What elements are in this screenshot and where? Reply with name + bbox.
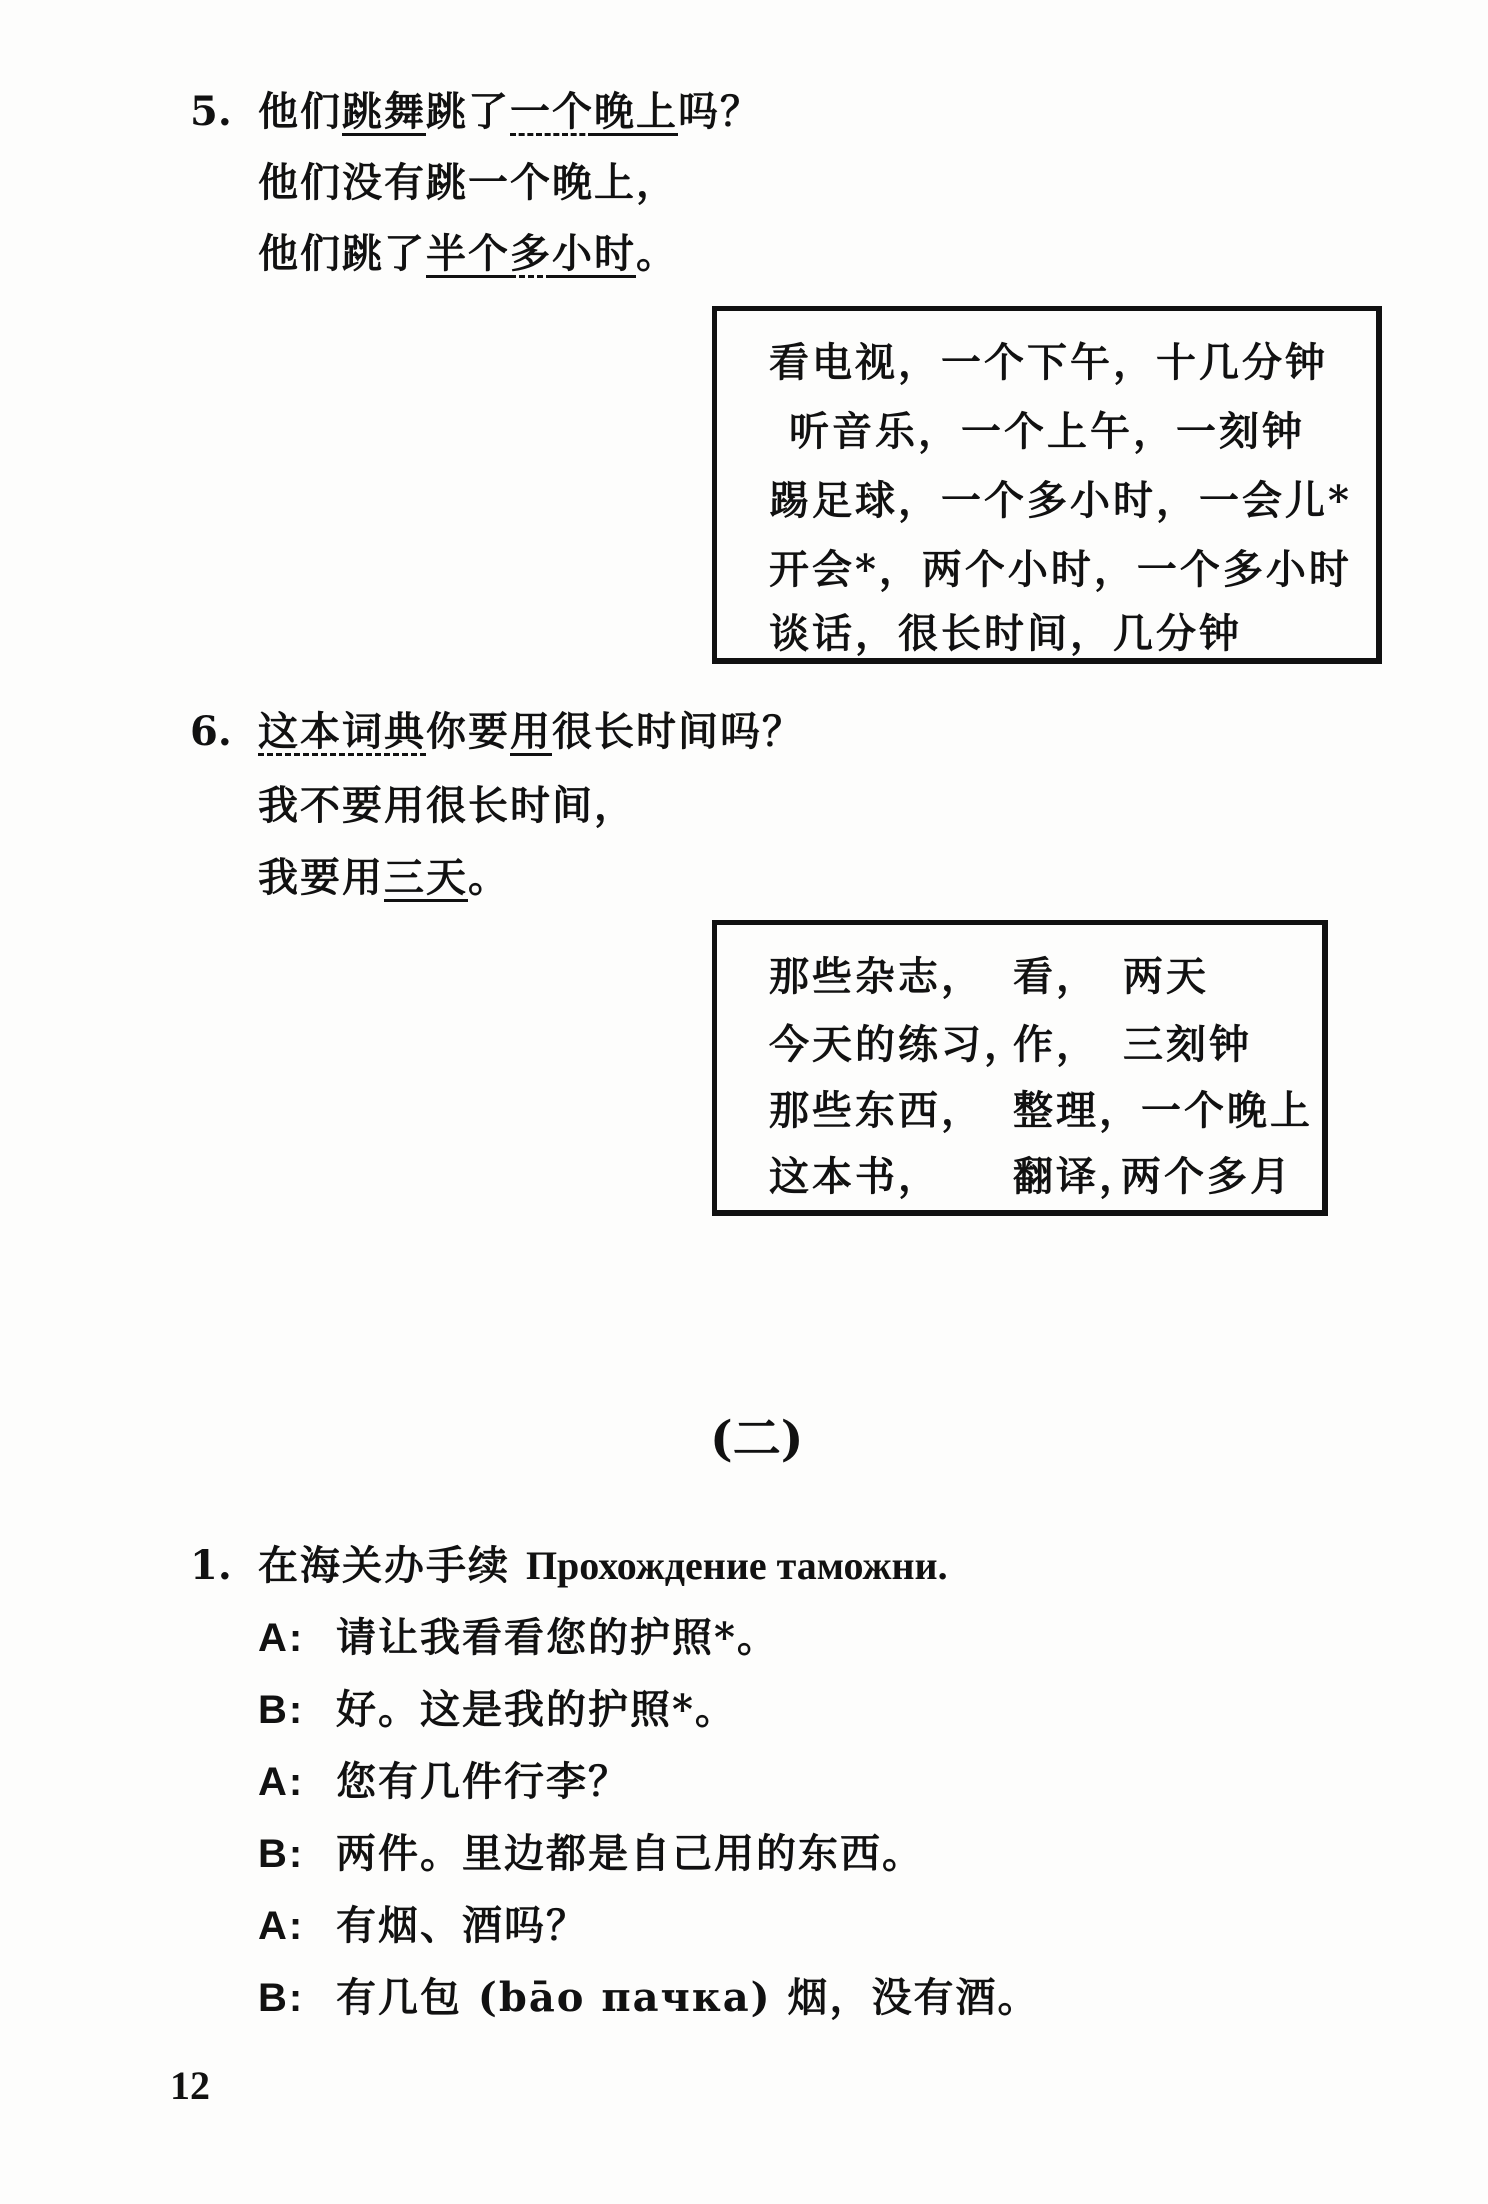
substitution-row: 开会*，两个小时，一个多小时 bbox=[769, 546, 1352, 593]
question-5 bbox=[258, 88, 762, 135]
speaker-label: A: bbox=[258, 1760, 305, 1804]
dialog-line bbox=[258, 1686, 737, 1733]
part-heading: (二) bbox=[710, 1411, 804, 1467]
dialog-line bbox=[258, 1758, 630, 1805]
substitution-box-5 bbox=[712, 306, 1382, 664]
a5-duration: 小时 bbox=[552, 230, 636, 277]
a5-part: 。 bbox=[636, 230, 678, 277]
dialog-title bbox=[258, 1542, 948, 1589]
q5-duration: 晚上 bbox=[594, 88, 678, 135]
dialog-text: 好。这是我的护照*。 bbox=[336, 1686, 737, 1733]
a5-part: 他们跳了 bbox=[258, 230, 426, 277]
col-object: 那些杂志， bbox=[769, 953, 984, 1000]
speaker-label: B: bbox=[258, 1976, 305, 2020]
substitution-row: 看电视，一个下午，十几分钟 bbox=[769, 339, 1328, 386]
dialog-line bbox=[258, 1902, 588, 1949]
substitution-row: 谈话，很长时间，几分钟 bbox=[769, 610, 1242, 657]
col-verb: 作， bbox=[1013, 1021, 1099, 1068]
speaker-label: A: bbox=[258, 1616, 305, 1660]
answer-5-line2 bbox=[258, 230, 678, 277]
speaker-label: A: bbox=[258, 1904, 305, 1948]
speaker-label: B: bbox=[258, 1688, 305, 1732]
col-object: 那些东西， bbox=[769, 1087, 984, 1134]
q5-part: 他们 bbox=[258, 88, 342, 135]
item-number-1: 1. bbox=[190, 1542, 232, 1589]
page-number: 12 bbox=[170, 2063, 210, 2108]
q5-verb: 跳舞 bbox=[342, 88, 426, 135]
col-duration: 一个晚上 bbox=[1141, 1087, 1313, 1134]
dialog-text: 有烟、酒吗？ bbox=[336, 1902, 588, 1949]
col-duration: 两天 bbox=[1123, 953, 1209, 1000]
answer-6-line1: 我不要用很长时间， bbox=[258, 782, 636, 829]
q6-part: 你要 bbox=[426, 708, 510, 755]
dialog-line bbox=[258, 1974, 1040, 2021]
q6-part: 很长时间吗？ bbox=[552, 708, 804, 755]
col-verb: 看， bbox=[1013, 953, 1099, 1000]
q5-measure: 一个 bbox=[510, 88, 594, 135]
dialog-title-zh: 在海关办手续 bbox=[258, 1542, 510, 1589]
q5-part: 吗？ bbox=[678, 88, 762, 135]
question-6 bbox=[258, 708, 804, 755]
substitution-row: 踢足球，一个多小时，一会儿* bbox=[769, 477, 1352, 524]
a6-duration: 三天 bbox=[384, 854, 468, 901]
a6-part: 我要用 bbox=[258, 854, 384, 901]
dialog-text: 两件。里边都是自己用的东西。 bbox=[336, 1830, 924, 1877]
dialog-line bbox=[258, 1830, 924, 1877]
dialog-text: 您有几件行李？ bbox=[336, 1758, 630, 1805]
item-number-5: 5. bbox=[190, 88, 232, 135]
col-duration: 两个多月 bbox=[1121, 1153, 1293, 1200]
a5-duration: 多 bbox=[510, 230, 552, 277]
substitution-row: 听音乐，一个上午，一刻钟 bbox=[789, 408, 1305, 455]
q6-verb: 用 bbox=[510, 708, 552, 755]
dialog-line bbox=[258, 1614, 779, 1661]
a5-duration: 半个 bbox=[426, 230, 510, 277]
dialog-title-ru: Прохождение таможни. bbox=[525, 1543, 948, 1588]
dialog-text: 请让我看看您的护照*。 bbox=[336, 1614, 779, 1661]
answer-6-line2 bbox=[258, 854, 510, 901]
answer-5-line1: 他们没有跳一个晚上， bbox=[258, 159, 678, 206]
col-verb: 翻译， bbox=[1013, 1153, 1142, 1200]
q6-object: 这本词典 bbox=[258, 708, 426, 755]
q5-part: 跳了 bbox=[426, 88, 510, 135]
dialog-text: 有几包 (bāo пачка) 烟，没有酒。 bbox=[336, 1974, 1040, 2021]
a6-part: 。 bbox=[468, 854, 510, 901]
col-object: 今天的练习， bbox=[769, 1021, 1027, 1068]
item-number-6: 6. bbox=[190, 708, 232, 755]
col-duration: 三刻钟 bbox=[1123, 1021, 1252, 1068]
col-object: 这本书， bbox=[769, 1153, 941, 1200]
speaker-label: B: bbox=[258, 1832, 305, 1876]
col-verb: 整理， bbox=[1013, 1087, 1142, 1134]
substitution-box-6 bbox=[712, 920, 1328, 1216]
